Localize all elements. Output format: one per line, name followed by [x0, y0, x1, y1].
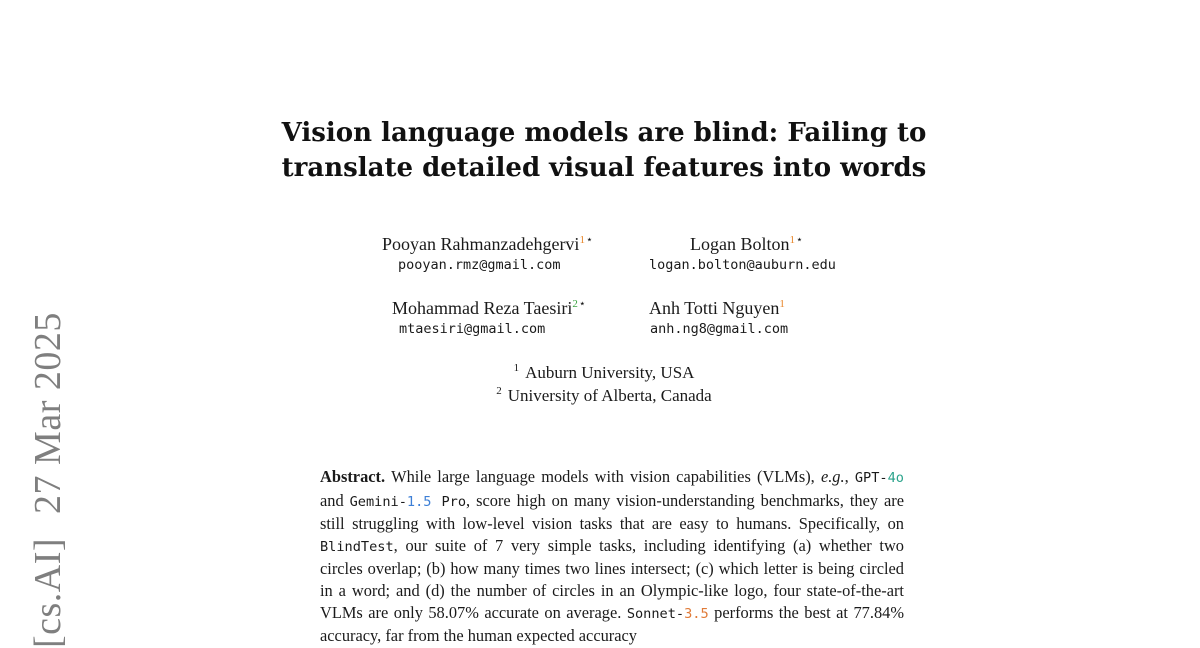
title-line-2: translate detailed visual features into words: [281, 153, 927, 183]
author-3-affiliation-mark: 2: [572, 298, 578, 310]
abstract: Abstract. While large language models with vision capabilities (VLMs), e.g., GPT-4o and Gemini-1.5 Pro, score high on many vision-understanding benchmarks, they are still struggling with low-level vision tasks that are easy to humans. Specifically, on BlindTest, our suite of 7 very simple tasks, including identifying (a) whether two circles overlap; (b) how many times two lines intersect; (c) which letter is being circled in a word; and (d) the number of circles in an Olympic-like logo, four state-of-the-art VLMs are only 58.07% accurate on average. Sonnet-3.5 performs the best at 77.84% accuracy, far from the human expected accuracy: [320, 467, 904, 646]
author-4-name: Anh Totti Nguyen$^1$: [649, 298, 785, 318]
affiliation-2: [350, 380, 858, 407]
abstract-label: Abstract.: [320, 467, 386, 486]
arxiv-category: [cs.AI]: [27, 537, 69, 648]
author-1-equal-contribution-mark: ⋆: [585, 234, 593, 246]
model-sonnet: Sonnet-3.5: [626, 605, 709, 622]
abstract-eg: e.g.: [820, 467, 845, 486]
author-1-email[interactable]: pooyan.rmz@gmail.com: [398, 257, 561, 273]
title-line-1: Vision language models are blind: Failing to: [281, 118, 927, 148]
arxiv-stamp: [26, 312, 70, 648]
author-3-email[interactable]: mtaesiri@gmail.com: [399, 321, 546, 337]
model-gemini: Gemini-1.5 Pro: [349, 493, 467, 510]
blindtest-name: BlindTest: [320, 538, 394, 555]
author-2-affiliation-mark: 1: [789, 234, 795, 246]
author-3-equal-contribution-mark: ⋆: [578, 298, 586, 310]
author-3-name: Mohammad Reza Taesiri$^{2⋆}$: [392, 298, 586, 318]
arxiv-date: 27 Mar 2025: [27, 312, 69, 514]
author-1-affiliation-mark: 1: [579, 234, 585, 246]
author-2-email[interactable]: logan.bolton@auburn.edu: [649, 257, 836, 273]
author-2-name: Logan Bolton$^{1⋆}$: [690, 234, 803, 254]
author-4-email[interactable]: anh.ng8@gmail.com: [650, 321, 789, 337]
author-1-name: Pooyan Rahmanzadehgervi$^{1⋆}$: [382, 234, 593, 254]
author-4-affiliation-mark: 1: [779, 298, 785, 310]
model-gpt4o: GPT-4o: [854, 470, 904, 486]
affiliation-1-name: Auburn University, USA: [525, 363, 695, 382]
affiliation-1-number: 1: [513, 362, 520, 374]
paper-title: [250, 116, 958, 186]
affiliation-2-name: University of Alberta, Canada: [507, 386, 712, 405]
affiliation-2-number: 2: [496, 385, 502, 397]
author-2-equal-contribution-mark: ⋆: [796, 234, 803, 246]
